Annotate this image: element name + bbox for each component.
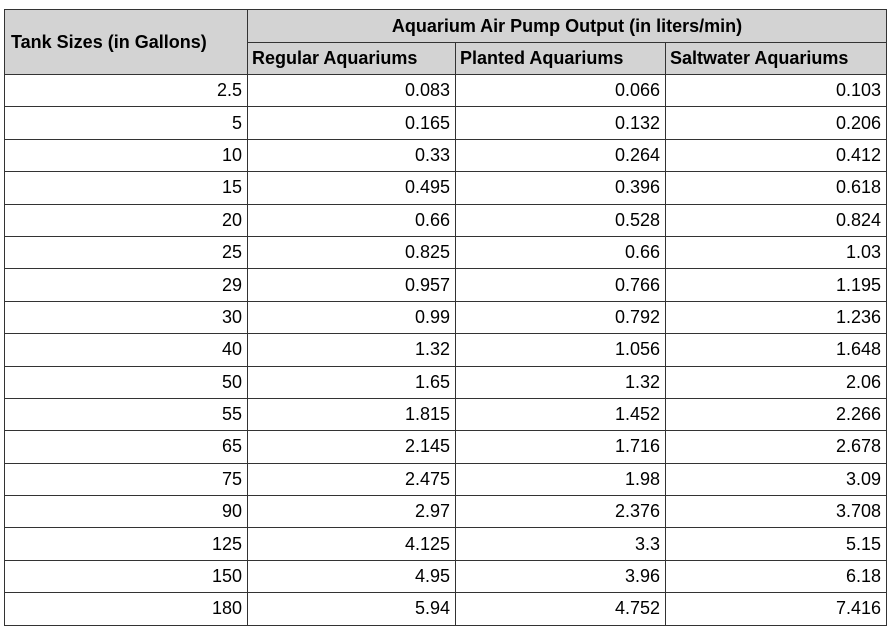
cell-saltwater-output: 7.416 [666,593,887,625]
cell-regular-output: 0.957 [248,269,456,301]
cell-tank-size: 40 [5,334,248,366]
table-row [5,172,887,204]
cell-planted-output: 0.396 [456,172,666,204]
cell-regular-output: 1.65 [248,366,456,398]
column-header-saltwater: Saltwater Aquariums [666,43,887,75]
cell-planted-output: 0.264 [456,139,666,171]
cell-saltwater-output: 0.412 [666,139,887,171]
cell-tank-size: 20 [5,204,248,236]
cell-regular-output: 0.99 [248,301,456,333]
data-table-container [4,9,887,626]
table-row [5,236,887,268]
cell-planted-output: 0.792 [456,301,666,333]
cell-planted-output: 1.98 [456,463,666,495]
cell-saltwater-output: 2.678 [666,431,887,463]
cell-planted-output: 1.716 [456,431,666,463]
table-header [5,10,887,75]
cell-planted-output: 0.66 [456,236,666,268]
cell-regular-output: 0.66 [248,204,456,236]
cell-tank-size: 125 [5,528,248,560]
cell-tank-size: 10 [5,139,248,171]
cell-saltwater-output: 1.236 [666,301,887,333]
cell-regular-output: 0.33 [248,139,456,171]
cell-planted-output: 3.3 [456,528,666,560]
header-row-top [5,10,887,43]
cell-tank-size: 180 [5,593,248,625]
cell-saltwater-output: 3.09 [666,463,887,495]
cell-saltwater-output: 0.618 [666,172,887,204]
cell-saltwater-output: 3.708 [666,496,887,528]
table-row [5,593,887,625]
cell-saltwater-output: 1.03 [666,236,887,268]
cell-planted-output: 0.066 [456,75,666,107]
cell-regular-output: 0.825 [248,236,456,268]
column-header-regular: Regular Aquariums [248,43,456,75]
cell-tank-size: 30 [5,301,248,333]
cell-saltwater-output: 0.103 [666,75,887,107]
cell-saltwater-output: 0.824 [666,204,887,236]
table-row [5,269,887,301]
table-row [5,366,887,398]
cell-regular-output: 4.125 [248,528,456,560]
cell-planted-output: 2.376 [456,496,666,528]
cell-regular-output: 2.475 [248,463,456,495]
cell-regular-output: 1.815 [248,398,456,430]
cell-tank-size: 65 [5,431,248,463]
cell-planted-output: 1.32 [456,366,666,398]
table-row [5,301,887,333]
cell-planted-output: 1.452 [456,398,666,430]
cell-saltwater-output: 0.206 [666,107,887,139]
cell-regular-output: 2.97 [248,496,456,528]
cell-tank-size: 55 [5,398,248,430]
table-row [5,496,887,528]
cell-planted-output: 4.752 [456,593,666,625]
table-row [5,204,887,236]
cell-saltwater-output: 2.266 [666,398,887,430]
cell-regular-output: 5.94 [248,593,456,625]
cell-planted-output: 3.96 [456,560,666,592]
cell-regular-output: 2.145 [248,431,456,463]
tank-size-header: Tank Sizes (in Gallons) [5,10,248,75]
table-row [5,334,887,366]
cell-saltwater-output: 2.06 [666,366,887,398]
cell-planted-output: 1.056 [456,334,666,366]
cell-saltwater-output: 1.195 [666,269,887,301]
table-row [5,398,887,430]
pump-output-group-header: Aquarium Air Pump Output (in liters/min) [248,10,887,43]
table-row [5,75,887,107]
table-row [5,431,887,463]
table-body [5,75,887,626]
table-row [5,528,887,560]
cell-tank-size: 50 [5,366,248,398]
cell-regular-output: 0.495 [248,172,456,204]
table-row [5,463,887,495]
air-pump-output-table [4,9,887,626]
cell-tank-size: 15 [5,172,248,204]
cell-regular-output: 4.95 [248,560,456,592]
cell-regular-output: 0.165 [248,107,456,139]
cell-saltwater-output: 1.648 [666,334,887,366]
cell-regular-output: 0.083 [248,75,456,107]
cell-tank-size: 150 [5,560,248,592]
cell-planted-output: 0.132 [456,107,666,139]
cell-saltwater-output: 6.18 [666,560,887,592]
table-row [5,107,887,139]
column-header-planted: Planted Aquariums [456,43,666,75]
table-row [5,560,887,592]
cell-tank-size: 2.5 [5,75,248,107]
cell-planted-output: 0.528 [456,204,666,236]
cell-tank-size: 75 [5,463,248,495]
cell-tank-size: 5 [5,107,248,139]
cell-saltwater-output: 5.15 [666,528,887,560]
cell-tank-size: 29 [5,269,248,301]
table-row [5,139,887,171]
cell-tank-size: 25 [5,236,248,268]
cell-regular-output: 1.32 [248,334,456,366]
cell-planted-output: 0.766 [456,269,666,301]
cell-tank-size: 90 [5,496,248,528]
